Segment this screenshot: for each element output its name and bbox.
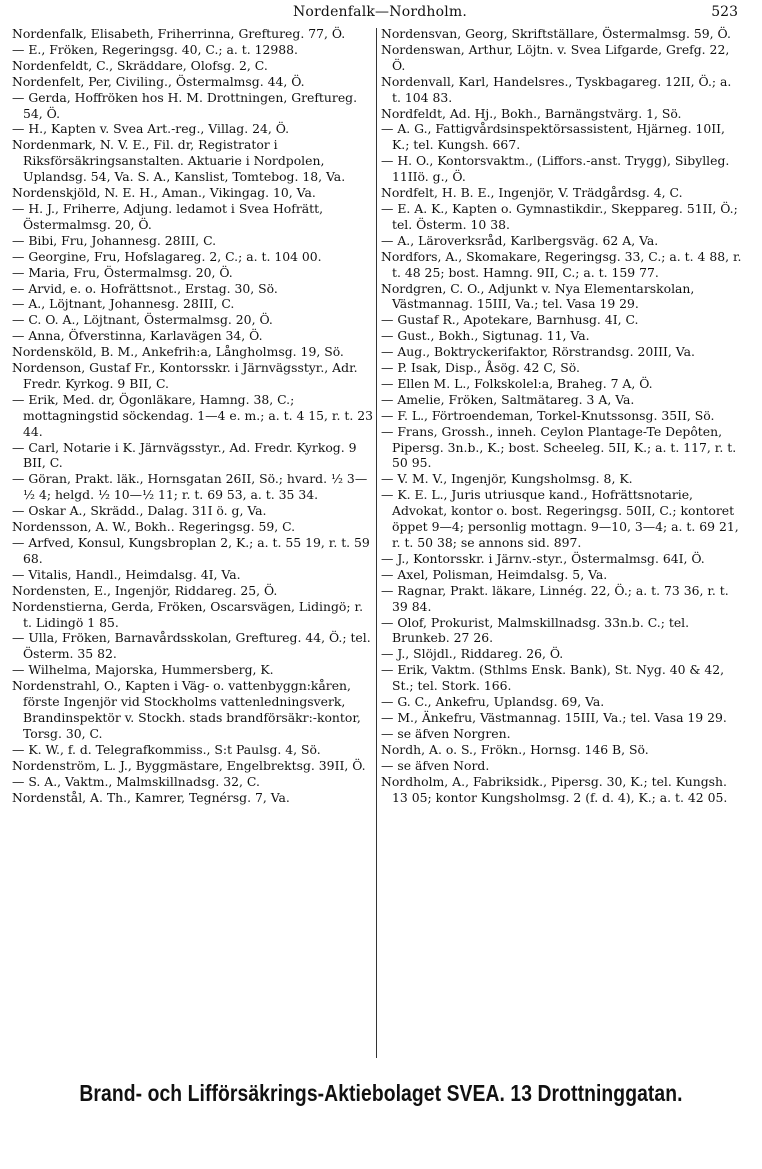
directory-entry: — Ragnar, Prakt. läkare, Linnég. 22, Ö.; a. t. 73 36, r. t. 39 84. <box>381 582 729 614</box>
directory-entry: Nordenström, L. J., Byggmästare, Engelbrektsg. 39II, Ö. <box>12 757 366 773</box>
right-column <box>381 26 743 1060</box>
directory-entry: — Anna, Öfverstinna, Karlavägen 34, Ö. <box>12 328 263 344</box>
directory-entry: — Carl, Notarie i K. Järnvägsstyr., Ad. Fredr. Kyrkog. 9 BII, C. <box>12 439 357 471</box>
directory-entry: — A., Löjtnant, Johannesg. 28III, C. <box>12 296 235 312</box>
directory-entry: Nordh, A. o. S., Frökn., Hornsg. 146 B, Sö. <box>381 741 649 757</box>
directory-entry: — se äfven Norgren. <box>381 725 511 741</box>
directory-entry: Nordfeldt, Ad. Hj., Bokh., Barnängstvärg. 1, Sö. <box>381 105 682 121</box>
directory-entry: Nordenstål, A. Th., Kamrer, Tegnérsg. 7, Va. <box>12 789 290 805</box>
directory-entry: — Axel, Polisman, Heimdalsg. 5, Va. <box>381 566 608 582</box>
directory-entry: — Amelie, Fröken, Saltmätareg. 3 A, Va. <box>381 391 635 407</box>
page-number: 523 <box>711 4 738 20</box>
directory-entry: Nordgren, C. O., Adjunkt v. Nya Elementarskolan, Västmannag. 15III, Va.; tel. Vasa 19 29. <box>381 280 695 312</box>
directory-entry: Nordholm, A., Fabriksidk., Pipersg. 30, K.; tel. Kungsh. 13 05; kontor Kungsholmsg. 2 (f. d. 4), K.; a. t. 42 05. <box>381 773 728 805</box>
directory-entry: Nordenstierna, Gerda, Fröken, Oscarsvägen, Lidingö; r. t. Lidingö 1 85. <box>12 598 364 630</box>
directory-entry: — H. J., Friherre, Adjung. ledamot i Svea Hofrätt, Östermalmsg. 20, Ö. <box>12 200 324 232</box>
directory-entry: — Georgine, Fru, Hofslagareg. 2, C.; a. t. 104 00. <box>12 248 322 264</box>
directory-entry: — Gust., Bokh., Sigtunag. 11, Va. <box>381 328 590 344</box>
directory-entry: Nordensköld, B. M., Ankefrih:a, Långholmsg. 19, Sö. <box>12 344 344 360</box>
directory-entry: — V. M. V., Ingenjör, Kungsholmsg. 8, K. <box>381 471 633 487</box>
directory-entry: — M., Änkefru, Västmannag. 15III, Va.; tel. Vasa 19 29. <box>381 709 727 725</box>
directory-entry: — Gerda, Hoffröken hos H. M. Drottningen, Greftureg. 54, Ö. <box>12 89 358 121</box>
directory-entry: — Erik, Med. dr, Ögonläkare, Hamng. 38, C.; mottagningstid söckendag. 1—4 e. m.; a. t. 4 15, r. t. 23 44. <box>12 391 373 439</box>
directory-entry: — Erik, Vaktm. (Sthlms Ensk. Bank), St. Nyg. 40 & 42, St.; tel. Stork. 166. <box>381 662 725 694</box>
directory-entry: Nordenfalk, Elisabeth, Friherrinna, Greftureg. 77, Ö. <box>12 26 346 41</box>
directory-entry: Nordenfelt, Per, Civiling., Östermalmsg. 44, Ö. <box>12 73 305 89</box>
directory-entry: Nordenfeldt, C., Skräddare, Olofsg. 2, C. <box>12 57 268 73</box>
directory-entry: — Frans, Grossh., inneh. Ceylon Plantage-Te Depôten, Pipersg. 3n.b., K.; bost. Scheeleg. 5II, K.; a. t. 117, r. t. 50 95. <box>381 423 737 471</box>
directory-entry: — H., Kapten v. Svea Art.-reg., Villag. 24, Ö. <box>12 121 290 137</box>
column-divider <box>376 28 377 1058</box>
directory-entry: — Ellen M. L., Folkskolel:a, Braheg. 7 A, Ö. <box>381 375 653 391</box>
directory-entry: — A., Läroverksråd, Karlbergsväg. 62 A, Va. <box>381 232 659 248</box>
directory-entry: Nordenvall, Karl, Handelsres., Tyskbagareg. 12II, Ö.; a. t. 104 83. <box>381 73 732 105</box>
running-title: Nordenfalk—Nordholm. <box>292 4 468 20</box>
directory-entry: — Wilhelma, Majorska, Hummersberg, K. <box>12 662 274 678</box>
directory-entry: — P. Isak, Disp., Åsög. 42 C, Sö. <box>381 360 580 376</box>
directory-entry: — Göran, Prakt. läk., Hornsgatan 26II, Sö.; hvard. ½ 3—½ 4; helgd. ½ 10—½ 11; r. t. 69 53, a. t. 35 34. <box>12 471 368 503</box>
directory-entry: — Vitalis, Handl., Heimdalsg. 4I, Va. <box>12 566 241 582</box>
left-column <box>12 26 374 1060</box>
directory-entry: — Maria, Fru, Östermalmsg. 20, Ö. <box>12 264 233 280</box>
directory-entry: — A. G., Fattigvårdsinspektörsassistent, Hjärneg. 10II, K.; tel. Kungsh. 667. <box>381 121 725 153</box>
directory-entry: Nordensson, A. W., Bokh.. Regeringsg. 59, C. <box>12 519 296 535</box>
directory-entry: — Oskar A., Skrädd., Dalag. 31I ö. g, Va. <box>12 503 267 519</box>
directory-entry: Nordenstrahl, O., Kapten i Väg- o. vattenbyggn:kåren, förste Ingenjör vid Stockholms vattenledningsverk, Brandinspektör v. Stockh. stads brandförsäkr:-kontor, Torsg. 30, C. <box>12 678 361 741</box>
advertisement-banner: Brand- och Lifförsäkrings-Aktiebolaget SVEA. 13 Drottninggatan. <box>79 1080 683 1106</box>
directory-entry: — Arfved, Konsul, Kungsbroplan 2, K.; a. t. 55 19, r. t. 59 68. <box>12 535 370 566</box>
directory-entry: — Bibi, Fru, Johannesg. 28III, C. <box>12 232 217 248</box>
directory-entry: Nordenswan, Arthur, Löjtn. v. Svea Lifgarde, Grefg. 22, Ö. <box>381 41 730 73</box>
directory-entry: — Aug., Boktryckerifaktor, Rörstrandsg. 20III, Va. <box>381 344 695 360</box>
directory-entry: Nordfors, A., Skomakare, Regeringsg. 33, C.; a. t. 4 88, r. t. 48 25; bost. Hamng. 9II, C.; a. t. 159 77. <box>381 248 742 280</box>
directory-entry: — J., Slöjdl., Riddareg. 26, Ö. <box>381 646 564 662</box>
directory-entry: Nordensten, E., Ingenjör, Riddareg. 25, Ö. <box>12 582 278 598</box>
directory-entry: — Gustaf R., Apotekare, Barnhusg. 4I, C. <box>381 312 639 328</box>
directory-entry: Nordensvan, Georg, Skriftställare, Östermalmsg. 59, Ö. <box>381 26 731 41</box>
directory-entry: — K. E. L., Juris utriusque kand., Hofrättsnotarie, Advokat, kontor o. bost. Regeringsg. 50II, C.; kontoret öppet 9—4; personlig mottagn. 9—10, 3—4; a. t. 69 21, r. t. 50 38; se annons sid. 897. <box>381 487 739 550</box>
directory-entry: Nordenson, Gustaf Fr., Kontorsskr. i Järnvägsstyr., Adr. Fredr. Kyrkog. 9 BII, C. <box>12 360 358 391</box>
directory-entry: — J., Kontorsskr. i Järnv.-styr., Östermalmsg. 64I, Ö. <box>381 550 705 566</box>
directory-entry: — G. C., Ankefru, Uplandsg. 69, Va. <box>381 694 605 710</box>
directory-entry: Nordfelt, H. B. E., Ingenjör, V. Trädgårdsg. 4, C. <box>381 185 683 201</box>
directory-entry: — C. O. A., Löjtnant, Östermalmsg. 20, Ö. <box>12 312 273 328</box>
directory-entry: — E., Fröken, Regeringsg. 40, C.; a. t. 12988. <box>12 41 298 57</box>
directory-entry: — E. A. K., Kapten o. Gymnastikdir., Skeppareg. 51II, Ö.; tel. Österm. 10 38. <box>381 200 738 232</box>
directory-columns <box>12 26 748 1060</box>
directory-entry: — Arvid, e. o. Hofrättsnot., Erstag. 30, Sö. <box>12 280 278 296</box>
directory-entry: — Olof, Prokurist, Malmskillnadsg. 33n.b. C.; tel. Brunkeb. 27 26. <box>381 614 690 646</box>
directory-entry: Nordenmark, N. V. E., Fil. dr, Registrator i Riksförsäkringsanstalten. Aktuarie i Nordpolen, Uplandsg. 54, Va. S. A., Kanslist, Tomtebog. 18, Va. <box>12 137 346 185</box>
directory-entry: — F. L., Förtroendeman, Torkel-Knutssonsg. 35II, Sö. <box>381 407 715 423</box>
directory-entry: — K. W., f. d. Telegrafkommiss., S:t Paulsg. 4, Sö. <box>12 741 321 757</box>
directory-entry: — H. O., Kontorsvaktm., (Liffors.-anst. Trygg), Sibylleg. 11IIö. g., Ö. <box>381 153 730 185</box>
directory-entry: Nordenskjöld, N. E. H., Aman., Vikingag. 10, Va. <box>12 185 316 201</box>
directory-entry: — Ulla, Fröken, Barnavårdsskolan, Greftureg. 44, Ö.; tel. Österm. 35 82. <box>12 630 371 662</box>
directory-entry: — se äfven Nord. <box>381 757 490 773</box>
directory-entry: — S. A., Vaktm., Malmskillnadsg. 32, C. <box>12 773 260 789</box>
